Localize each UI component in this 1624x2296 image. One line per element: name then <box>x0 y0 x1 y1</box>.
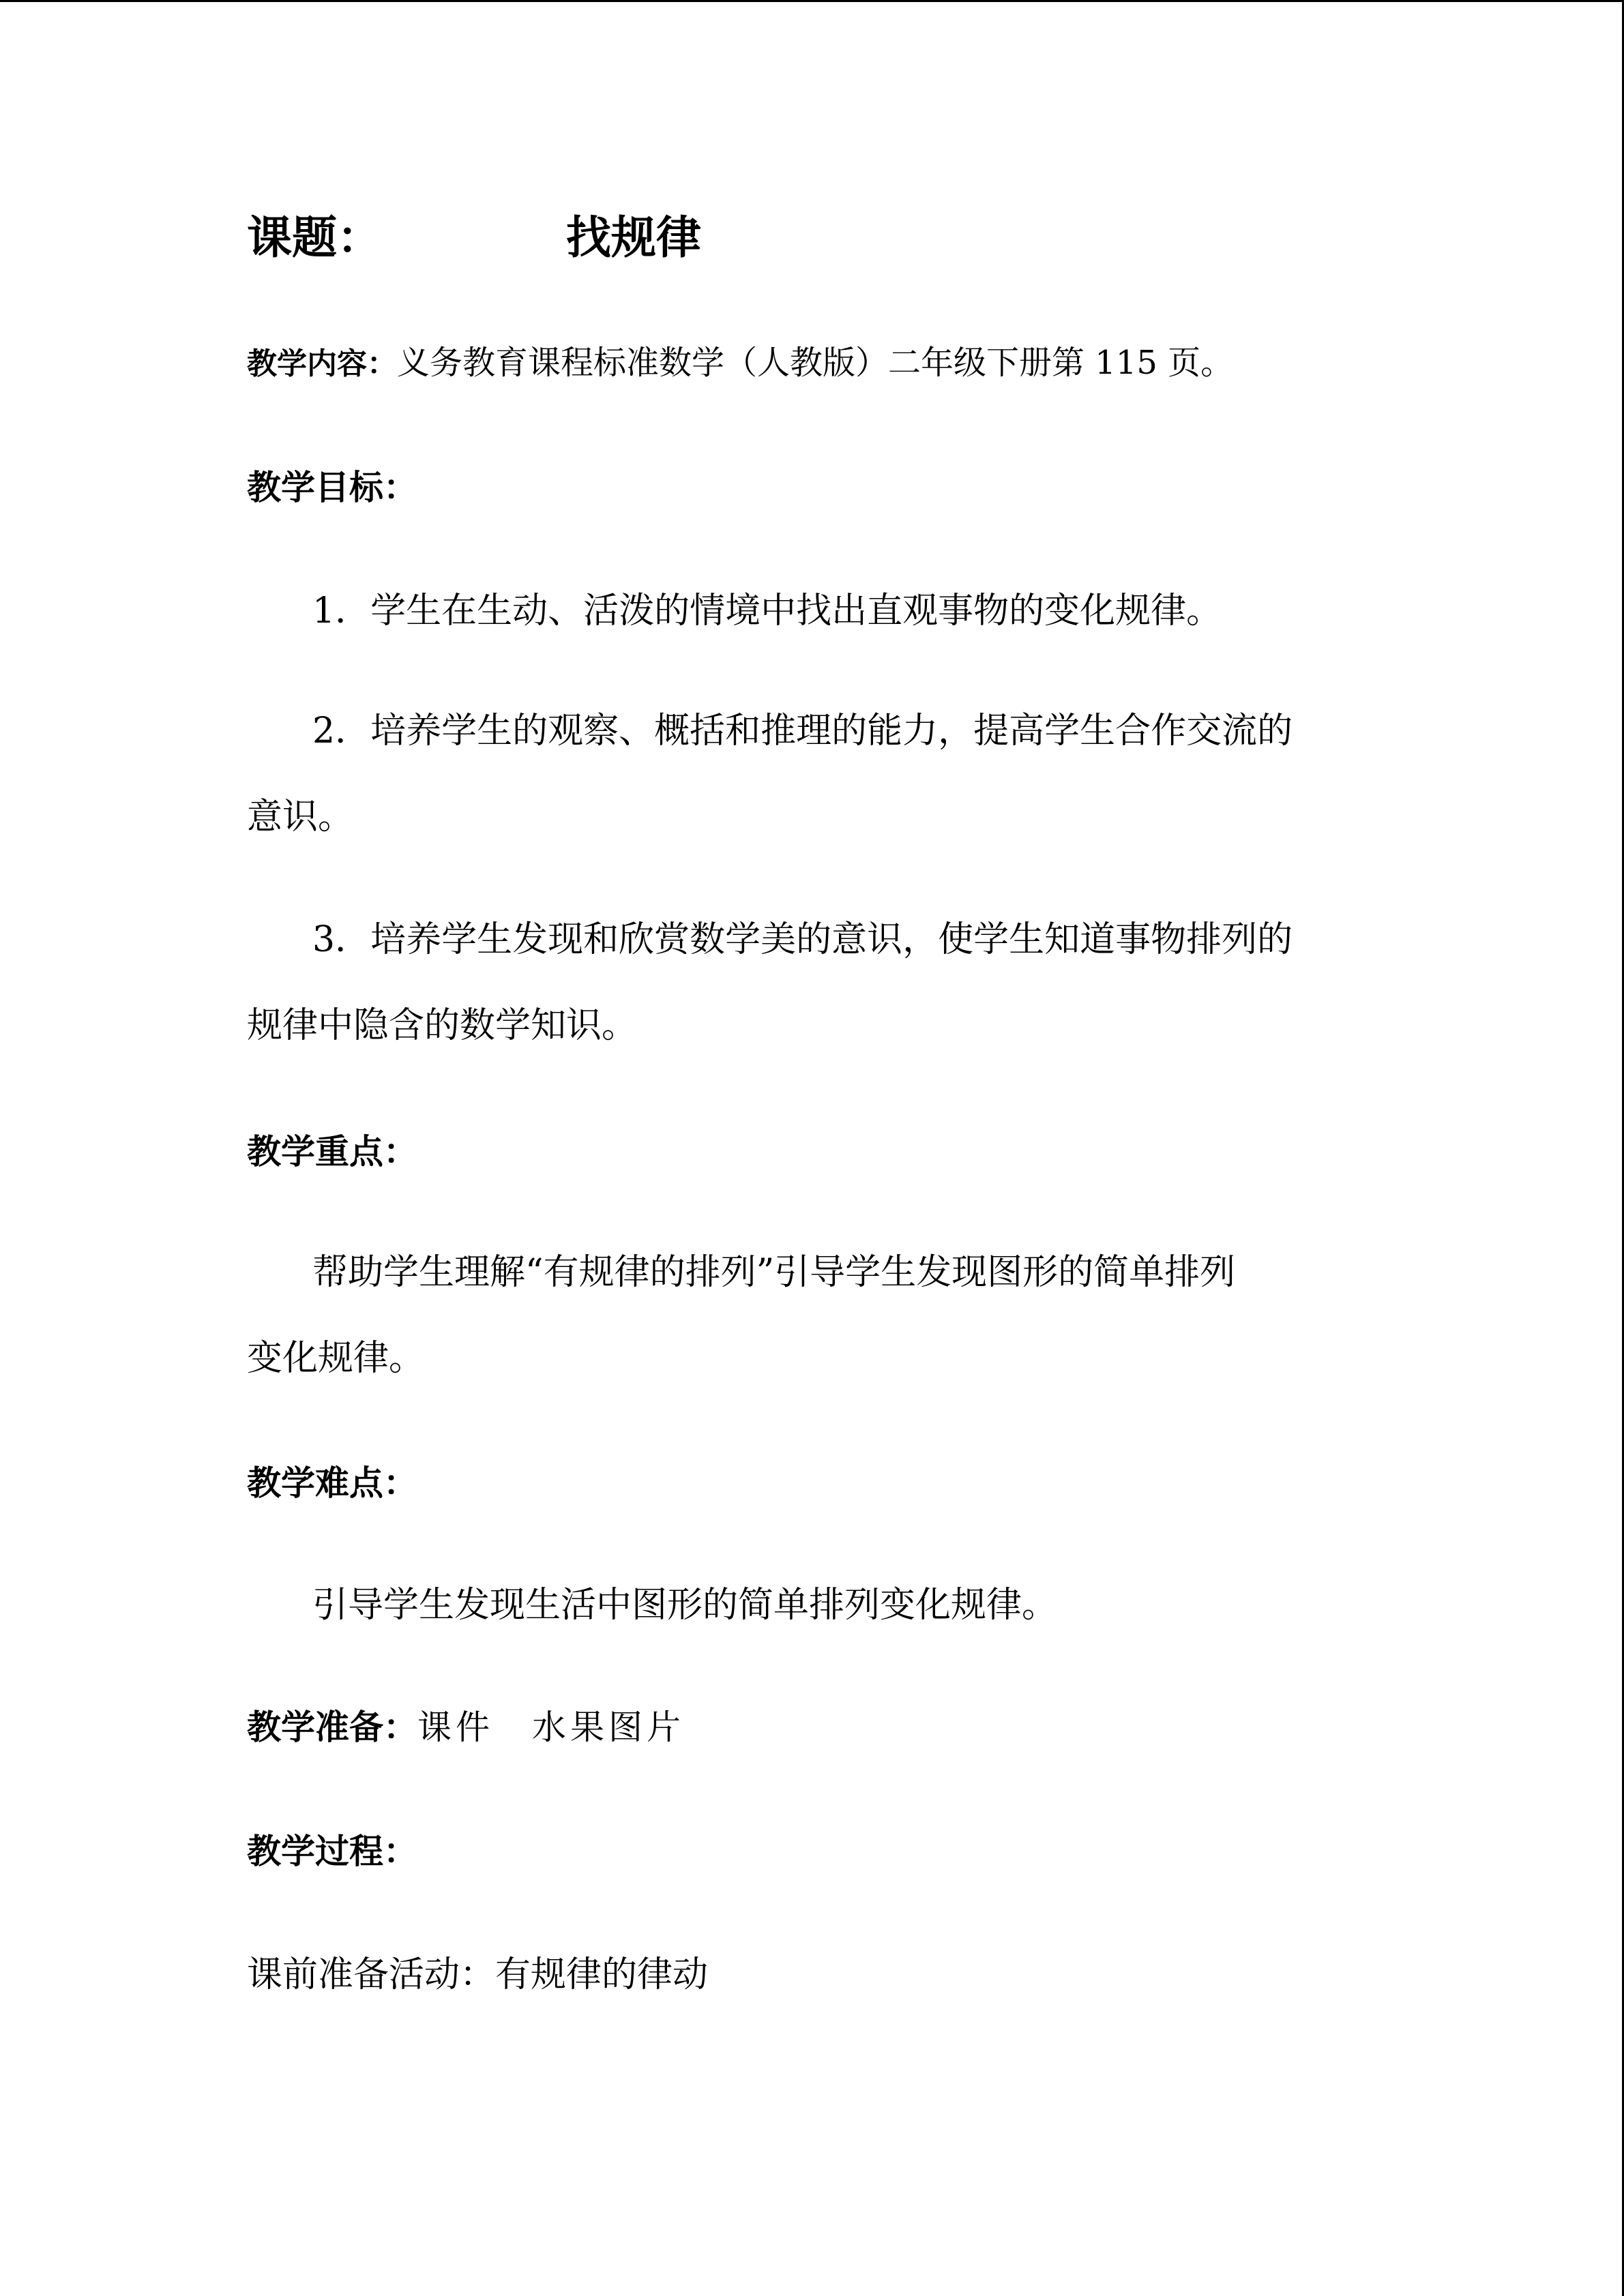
teaching-content-text: 义务教育课程标准数学（人教版）二年级下册第 115 页。 <box>397 344 1234 382</box>
page-title: 找规律 <box>566 211 701 264</box>
objectives-heading: 教学目标： <box>247 468 417 507</box>
difficulty-text: 引导学生发现生活中图形的简单排列变化规律。 <box>312 1585 1058 1626</box>
objective-2-line-2: 意识。 <box>247 796 354 837</box>
process-heading: 教学过程： <box>247 1832 417 1871</box>
key-points-line-2: 变化规律。 <box>247 1338 425 1379</box>
objective-1-line-1: 1．学生在生动、活泼的情境中找出直观事物的变化规律。 <box>312 591 1222 631</box>
objective-2-line-1: 2．培养学生的观察、概括和推理的能力，提高学生合作交流的 <box>312 711 1293 751</box>
title-label: 课题： <box>247 211 382 264</box>
key-points-line-1: 帮助学生理解“有规律的排列”引导学生发现图形的简单排列 <box>312 1252 1236 1293</box>
key-points-heading: 教学重点： <box>247 1132 417 1172</box>
preparation-label: 教学准备： <box>247 1708 417 1747</box>
objective-3-line-1: 3．培养学生发现和欣赏数学美的意识，使学生知道事物排列的 <box>312 919 1293 960</box>
teaching-content-label: 教学内容： <box>247 346 397 381</box>
preparation-text: 课件 水果图片 <box>417 1708 685 1747</box>
pre-activity: 课前准备活动：有规律的律动 <box>247 1954 709 1995</box>
preparation <box>247 1708 685 1747</box>
difficulty-heading: 教学难点： <box>247 1463 417 1503</box>
teaching-content <box>247 344 1234 382</box>
page-border-top <box>0 0 1624 2</box>
objective-3-line-2: 规律中隐含的数学知识。 <box>247 1005 638 1046</box>
